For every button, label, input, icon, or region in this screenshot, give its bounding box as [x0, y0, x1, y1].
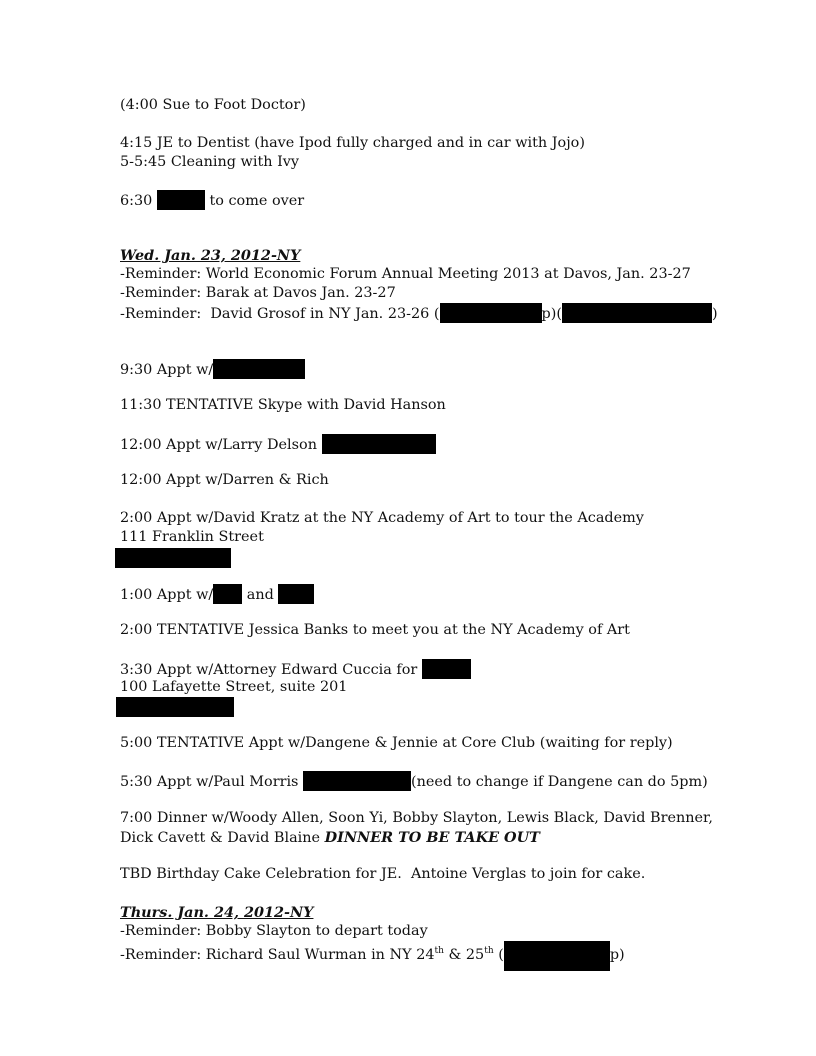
text-span: -Reminder: Richard Saul Wurman in NY 24 — [120, 947, 435, 963]
superscript: th — [484, 946, 494, 956]
redaction-box — [440, 303, 542, 323]
text-span: p) — [609, 947, 625, 963]
redaction-box — [562, 303, 712, 323]
text-line — [120, 584, 314, 605]
text-span: 1:00 Appt w/ — [120, 587, 214, 603]
text-line: 5-5:45 Cleaning with Ivy — [120, 154, 300, 170]
text-line — [120, 303, 718, 324]
date-heading: Thurs. Jan. 24, 2012-NY — [120, 904, 314, 921]
text-line — [120, 190, 304, 211]
text-span: 5:30 Appt w/Paul Morris — [120, 774, 304, 790]
text-line — [120, 828, 540, 848]
text-line: 12:00 Appt w/Darren & Rich — [120, 472, 329, 488]
text-span: 9:30 Appt w/ — [120, 362, 214, 378]
emphasis-text: DINNER TO BE TAKE OUT — [324, 829, 540, 846]
redaction-box — [278, 584, 314, 604]
text-line — [120, 434, 436, 455]
redaction-box — [322, 434, 436, 454]
text-line — [120, 941, 625, 971]
text-span: -Reminder: David Grosof in NY Jan. 23-26 ( — [120, 306, 440, 322]
redaction-box — [157, 190, 205, 210]
text-line: 11:30 TENTATIVE Skype with David Hanson — [120, 397, 446, 413]
text-line: 5:00 TENTATIVE Appt w/Dangene & Jennie at Core Club (waiting for reply) — [120, 735, 673, 751]
text-span: & 25 — [443, 947, 485, 963]
text-span: 6:30 — [120, 193, 157, 209]
text-line: 100 Lafayette Street, suite 201 — [120, 679, 348, 695]
text-line: -Reminder: Bobby Slayton to depart today — [120, 923, 428, 939]
text-span: Dick Cavett & David Blaine — [120, 830, 325, 846]
text-line: 111 Franklin Street — [120, 529, 264, 545]
redaction-box — [115, 548, 231, 568]
text-line: 4:15 JE to Dentist (have Ipod fully charged and in car with Jojo) — [120, 135, 585, 151]
text-line: 7:00 Dinner w/Woody Allen, Soon Yi, Bobby Slayton, Lewis Black, David Brenner, — [120, 810, 713, 826]
superscript: th — [434, 946, 444, 956]
text-line: 2:00 Appt w/David Kratz at the NY Academy of Art to tour the Academy — [120, 510, 644, 526]
text-line: -Reminder: World Economic Forum Annual Meeting 2013 at Davos, Jan. 23-27 — [120, 266, 691, 282]
text-line — [120, 659, 471, 680]
text-span: 12:00 Appt w/Larry Delson — [120, 437, 322, 453]
text-line: TBD Birthday Cake Celebration for JE. Antoine Verglas to join for cake. — [120, 866, 646, 882]
redaction-box — [504, 941, 610, 971]
text-line: (4:00 Sue to Foot Doctor) — [120, 97, 306, 113]
text-span: to come over — [204, 193, 305, 209]
redaction-box — [422, 659, 471, 679]
redaction-box — [213, 584, 242, 604]
date-heading: Wed. Jan. 23, 2012-NY — [120, 247, 301, 264]
redaction-box — [213, 359, 305, 379]
text-span: ( — [493, 947, 504, 963]
redaction-box — [303, 771, 411, 791]
text-line: -Reminder: Barak at Davos Jan. 23-27 — [120, 285, 396, 301]
text-line — [120, 359, 305, 380]
text-span: p)( — [541, 306, 562, 322]
text-line: 2:00 TENTATIVE Jessica Banks to meet you at the NY Academy of Art — [120, 622, 630, 638]
text-span: 3:30 Appt w/Attorney Edward Cuccia for — [120, 662, 422, 678]
text-line — [120, 771, 708, 792]
text-span: and — [242, 587, 279, 603]
text-span: (need to change if Dangene can do 5pm) — [411, 774, 708, 790]
text-span: ) — [711, 306, 718, 322]
redaction-box — [116, 697, 234, 717]
